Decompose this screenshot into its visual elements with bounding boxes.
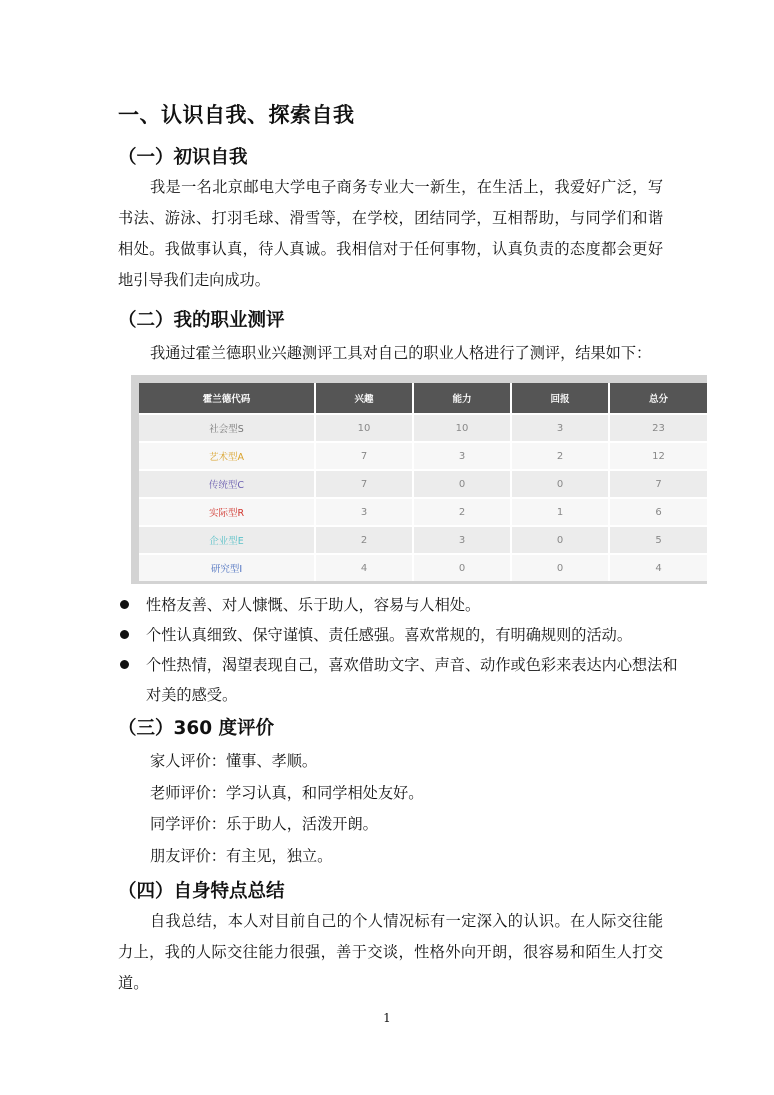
table-cell: 0 (511, 554, 609, 581)
section-4-title: （四）自身特点总结 (118, 881, 285, 902)
table-header-cell: 兴趣 (315, 383, 413, 414)
section-2-intro: 我通过霍兰德职业兴趣测评工具对自己的职业人格进行了测评，结果如下： (150, 344, 652, 362)
holland-code-cell: 传统型C (139, 470, 315, 498)
table-header-cell: 回报 (511, 383, 609, 414)
holland-code-cell: 企业型E (139, 526, 315, 554)
holland-code-cell: 实际型R (139, 498, 315, 526)
section-3-title: （三）360 度评价 (118, 718, 275, 739)
table-header-cell: 霍兰德代码 (139, 383, 315, 414)
table-cell: 0 (511, 526, 609, 554)
table-cell: 5 (609, 526, 707, 554)
table-row (139, 442, 707, 470)
table-header-cell: 能力 (413, 383, 511, 414)
friend-review: 朋友评价：有主见，独立。 (150, 847, 333, 865)
table-cell: 1 (511, 498, 609, 526)
table-row (139, 554, 707, 581)
teacher-review: 老师评价：学习认真，和同学相处友好。 (150, 784, 424, 802)
table-cell: 12 (609, 442, 707, 470)
section-1-title: （一）初识自我 (118, 147, 248, 168)
table-cell: 4 (609, 554, 707, 581)
table-row (139, 414, 707, 442)
holland-code-cell: 社会型S (139, 414, 315, 442)
table-cell: 7 (315, 442, 413, 470)
section-2-title: （二）我的职业测评 (118, 310, 285, 331)
table-cell: 4 (315, 554, 413, 581)
table-row (139, 470, 707, 498)
holland-code-cell: 研究型I (139, 554, 315, 581)
table-cell: 6 (609, 498, 707, 526)
table-cell: 10 (315, 414, 413, 442)
table-cell: 0 (413, 470, 511, 498)
classmate-review: 同学评价：乐于助人，活泼开朗。 (150, 815, 378, 833)
table-row (139, 498, 707, 526)
table-cell: 2 (315, 526, 413, 554)
table-cell: 0 (413, 554, 511, 581)
table-header-cell: 总分 (609, 383, 707, 414)
table-cell: 2 (511, 442, 609, 470)
list-item: 性格友善、对人慷慨、乐于助人，容易与人相处。 (118, 590, 678, 620)
holland-table (139, 383, 707, 581)
table-cell: 3 (315, 498, 413, 526)
table-cell: 23 (609, 414, 707, 442)
table-cell: 2 (413, 498, 511, 526)
section-4-paragraph: 自我总结，本人对目前自己的个人情况标有一定深入的认识。在人际交往能力上，我的人际交往能力很强，善于交谈，性格外向开朗，很容易和陌生人打交道。 (118, 912, 663, 992)
table-cell: 7 (315, 470, 413, 498)
table-cell: 3 (511, 414, 609, 442)
list-item: 个性热情，渴望表现自己，喜欢借助文字、声音、动作或色彩来表达内心想法和对美的感受。 (118, 650, 678, 710)
table-header-row (139, 383, 707, 414)
table-cell: 3 (413, 442, 511, 470)
holland-code-cell: 艺术型A (139, 442, 315, 470)
table-cell: 3 (413, 526, 511, 554)
table-row (139, 526, 707, 554)
holland-table-image (131, 375, 707, 584)
page-number: 1 (383, 1011, 391, 1025)
table-cell: 0 (511, 470, 609, 498)
family-review: 家人评价：懂事、孝顺。 (150, 752, 318, 770)
table-cell: 7 (609, 470, 707, 498)
list-item: 个性认真细致、保守谨慎、责任感强。喜欢常规的，有明确规则的活动。 (118, 620, 678, 650)
section-1-paragraph: 我是一名北京邮电大学电子商务专业大一新生，在生活上，我爱好广泛，写书法、游泳、打羽毛球、滑雪等，在学校，团结同学，互相帮助，与同学们和谐相处。我做事认真，待人真诚。我相信对于任何事物，认真负责的态度都会更好地引导我们走向成功。 (118, 178, 663, 289)
personality-bullet-list (118, 590, 678, 710)
table-cell: 10 (413, 414, 511, 442)
main-heading: 一、认识自我、探索自我 (118, 103, 355, 127)
